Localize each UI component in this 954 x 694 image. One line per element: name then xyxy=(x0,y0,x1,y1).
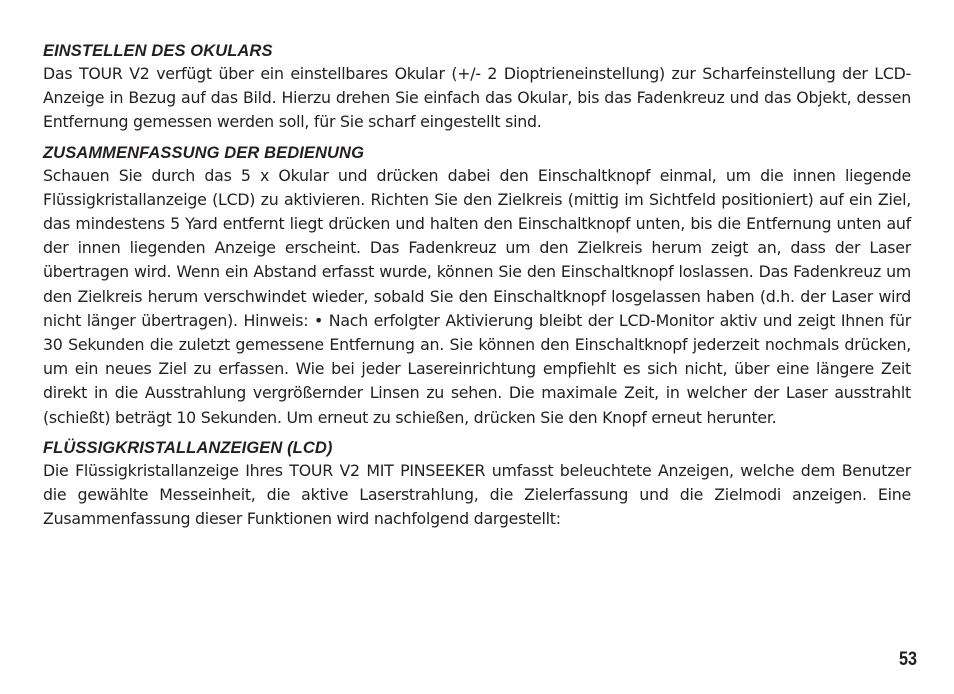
section-body: Das TOUR V2 verfügt über ein einstellbares Okular (+/- 2 Dioptrieneinstellung) zur Scharfeinstellung der LCD-Anzeige in Bezug auf das Bild. Hierzu drehen Sie einfach das Okular, bis das Fadenkreuz und das Objekt, dessen Entfernung gemessen werden soll, für Sie scharf eingestellt sind. xyxy=(43,64,911,132)
section-eyepiece-adjustment xyxy=(43,40,911,135)
section-heading: EINSTELLEN DES OKULARS xyxy=(43,42,273,60)
section-heading: FLÜSSIGKRISTALLANZEIGEN (LCD) xyxy=(43,438,333,457)
section-body: Schauen Sie durch das 5 x Okular und drücken dabei den Einschaltknopf einmal, um die innen liegende Flüssigkristallanzeige (LCD) zu aktivieren. Richten Sie den Zielkreis (mittig im Sichtfeld positioniert) auf ein Ziel, das mindestens 5 Yard entfernt liegt drücken und halten den Einschaltknopf unten, bis die Entfernung unten auf der innen liegenden Anzeige erscheint. Das Fadenkreuz um den Zielkreis herum zeigt an, dass der Laser übertragen wird. Wenn ein Abstand erfasst wurde, können Sie den Einschaltknopf loslassen. Das Fadenkreuz um den Zielkreis herum verschwindet wieder, sobald Sie den Einschaltknopf losgelassen haben (d.h. der Laser wird nicht länger übertragen). Hinweis: • Nach erfolgter Aktivierung bleibt der LCD-Monitor aktiv und zeigt Ihnen für 30 Sekunden die zuletzt gemessene Entfernung an. Sie können den Einschaltknopf jederzeit nochmals drücken, um ein neues Ziel zu erfassen. Wie bei jeder Lasereinrichtung empfiehlt es sich nicht, über eine längere Zeit direkt in die Ausstrahlung vergrößernder Linsen zu sehen. Die maximale Zeit, in welcher der Laser ausstrahlt (schießt) beträgt 10 Sekunden. Um erneut zu schießen, drücken Sie den Knopf erneut herunter. xyxy=(43,165,911,427)
section-heading: ZUSAMMENFASSUNG DER BEDIENUNG xyxy=(43,143,365,162)
section-lcd-displays xyxy=(43,437,911,532)
manual-page xyxy=(43,40,911,531)
section-body: Die Flüssigkristallanzeige Ihres TOUR V2 MIT PINSEEKER umfasst beleuchtete Anzeigen, welche dem Benutzer die gewählte Messeinheit, die aktive Laserstrahlung, die Zielerfassung und die Zielmodi anzeigen. Eine Zusammenfassung dieser Funktionen wird nachfolgend dargestellt: xyxy=(43,460,911,529)
section-operation-summary xyxy=(43,142,911,430)
page-number: 53 xyxy=(899,649,917,670)
